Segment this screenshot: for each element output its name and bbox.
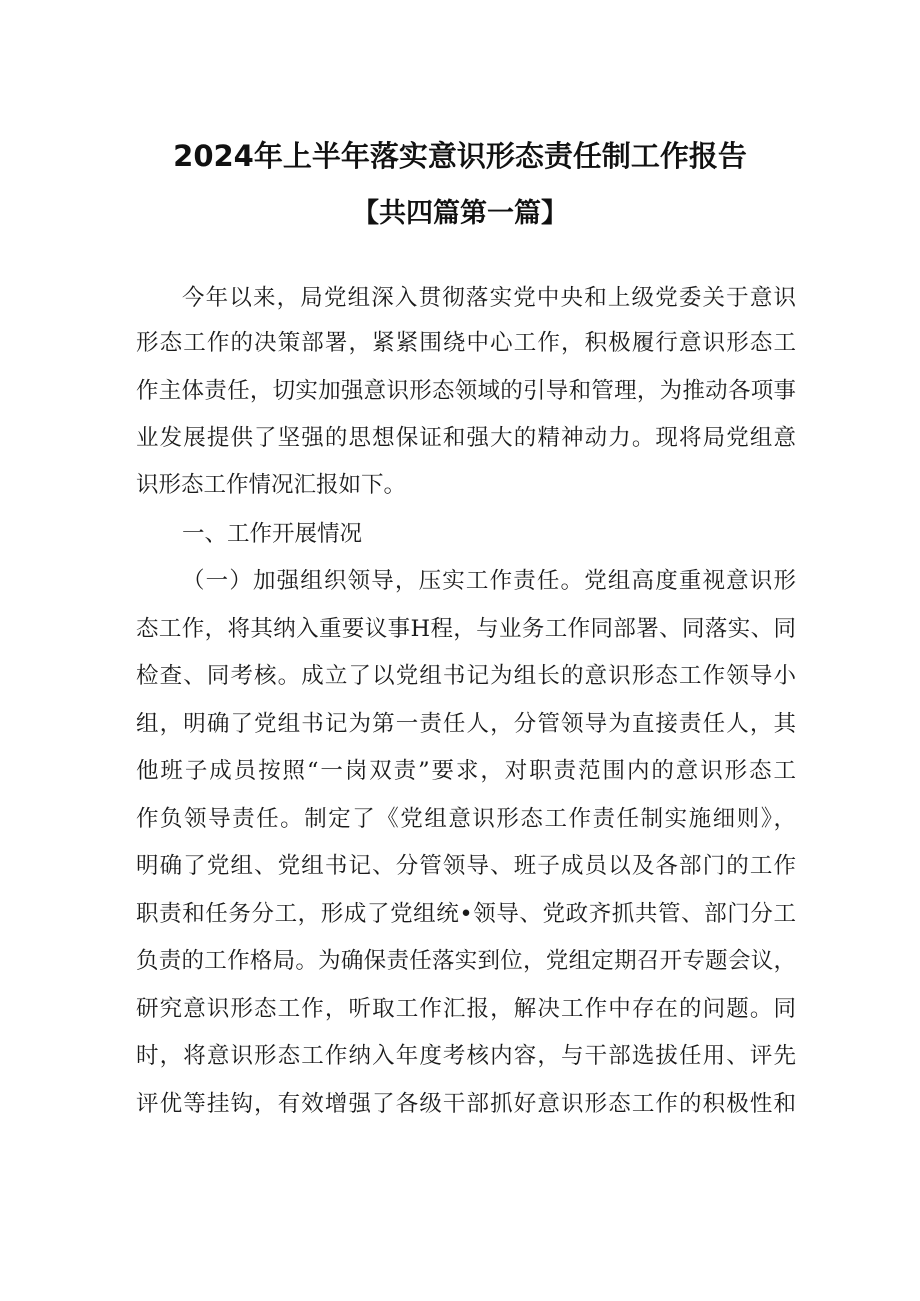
paragraph-line: 时，将意识形态工作纳入年度考核内容，与干部选拔任用、评先: [136, 1043, 796, 1069]
paragraph-line: 检查、同考核。成立了以党组书记为组长的意识形态工作领导小: [136, 663, 796, 689]
paragraph-line: （一）加强组织领导，压实工作责任。党组高度重视意识形: [182, 568, 796, 594]
paragraph-line: 他班子成员按照“一岗双责”要求，对职责范围内的意识形态工: [136, 758, 796, 784]
paragraph-line: 组，明确了党组书记为第一责任人，分管领导为直接责任人，其: [136, 711, 796, 737]
paragraph-line: 研究意识形态工作，听取工作汇报，解决工作中存在的问题。同: [136, 996, 796, 1022]
document-title: 2024年上半年落实意识形态责任制工作报告: [173, 139, 747, 173]
paragraph-line: 形态工作的决策部署，紧紧围绕中心工作，积极履行意识形态工: [136, 330, 796, 356]
paragraph-line: 业发展提供了坚强的思想保证和强大的精神动力。现将局党组意: [136, 425, 796, 451]
paragraph-line: 今年以来，局党组深入贯彻落实党中央和上级党委关于意识: [182, 285, 796, 311]
paragraph-line: 职责和任务分工，形成了党组统•领导、党政齐抓共管、部门分工: [136, 901, 796, 927]
paragraph-line: 识形态工作情况汇报如下。: [136, 472, 407, 498]
paragraph-line: 作负领导责任。制定了《党组意识形态工作责任制实施细则》，: [136, 806, 796, 832]
paragraph-line: 作主体责任，切实加强意识形态领域的引导和管理，为推动各项事: [136, 378, 796, 404]
paragraph-line: 评优等挂钩，有效增强了各级干部抓好意识形态工作的积极性和: [136, 1091, 796, 1117]
document-subtitle: 【共四篇第一篇】: [352, 198, 568, 229]
paragraph-line: 负责的工作格局。为确保责任落实到位，党组定期召开专题会议，: [136, 948, 796, 974]
paragraph-line: 态工作，将其纳入重要议事H程，与业务工作同部署、同落实、同: [136, 616, 796, 642]
paragraph-line: 明确了党组、党组书记、分管领导、班子成员以及各部门的工作: [136, 853, 796, 879]
section-heading: 一、工作开展情况: [182, 521, 363, 547]
